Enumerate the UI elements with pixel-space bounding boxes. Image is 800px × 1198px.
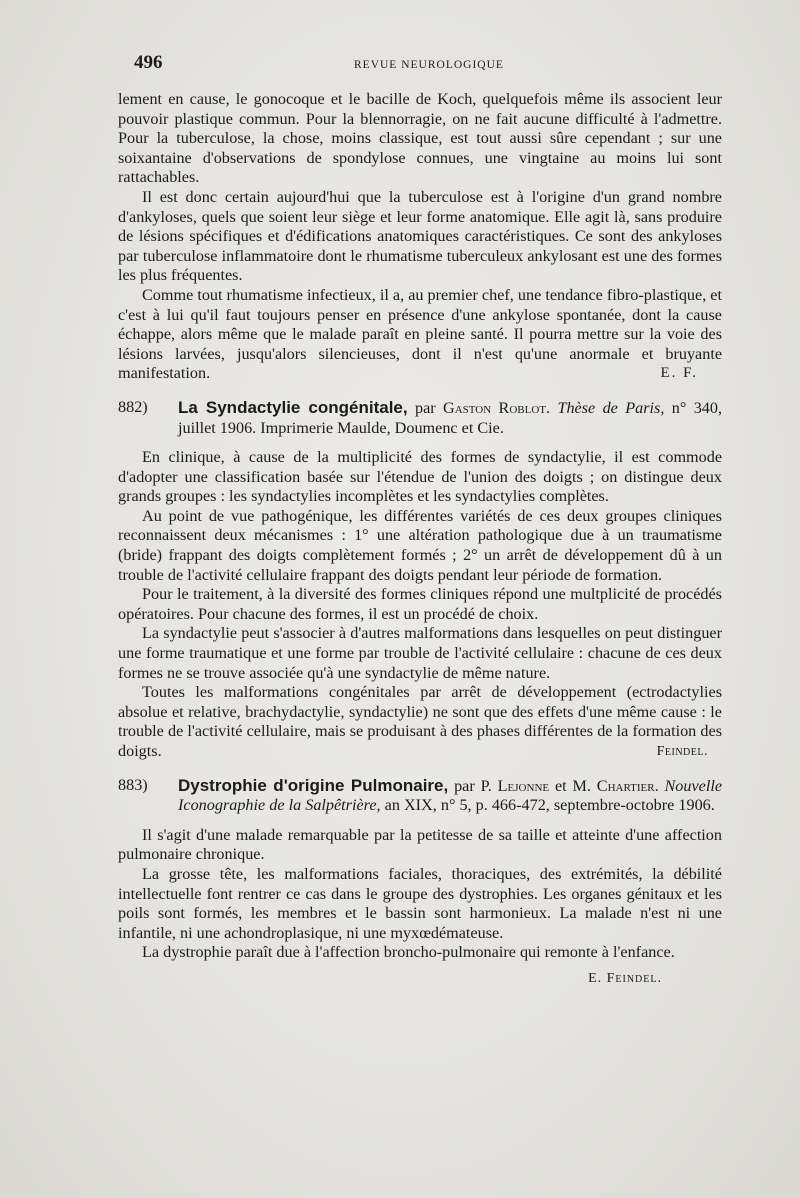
- article-882-source: n° 340, juillet 1906. Imprimerie Maulde, Doumenc et Cie.: [178, 398, 723, 437]
- intro-paragraph-2: Il est donc certain aujourd'hui que la tuberculose est à l'origine d'un grand nombre d'ankyloses, quels que soient leur siège et leur forme anatomique. Elle agit là, sans produire de lésions spécifiques et d'édifications anatomiques caractéristiques. Ce sont des ankyloses par tuberculose inflammatoire dont le rhumatisme tuberculeux ankylosant est une des formes les plus fréquentes.: [118, 187, 722, 285]
- article-883-paragraph-2: La grosse tête, les malformations faciales, thoraciques, des extrémités, la débilité intellectuelle font rentrer ce cas dans le groupe des dystrophies. Les organes génitaux et les poils sont formés, les membres et le bassin sont harmonieux. La malade n'est ni une infantile, ni une achondroplasique, ni une myxœdémateuse.: [118, 864, 722, 942]
- article-883-paragraph-3: La dystrophie paraît due à l'affection broncho-pulmonaire qui remonte à l'enfance.: [142, 943, 675, 962]
- article-882-paragraph-5-text: Toutes les malformations congénitales par arrêt de développement (ectrodactylies absolue et relative, brachydactylie, syndactylie) ne sont que des effets d'une même cause : le trouble de l'activité cellulaire, mais se produisant à des phases différentes de la formation des doigts.: [118, 683, 722, 760]
- article-883-author-1: Lejonne: [497, 776, 550, 795]
- article-883-number: 883): [118, 775, 148, 794]
- article-883-by: par P.: [454, 776, 492, 795]
- article-883-author-2: Chartier.: [596, 776, 659, 795]
- article-882-paragraph-2: Au point de vue pathogénique, les différentes variétés de ces deux groupes cliniques reconnaissent deux mécanismes : 1° une altération pathologique due à un traumatisme (bride) frappant des doigts complètement formés ; 2° un arrêt de développement dû à un trouble de l'activité cellulaire frappant des doigts pendant leur période de formation.: [118, 506, 722, 584]
- article-883-title: Dystrophie d'origine Pulmonaire,: [178, 775, 449, 795]
- text-column: [118, 90, 722, 989]
- intro-paragraph-3: [118, 286, 722, 384]
- article-882-source-italic: Thèse de Paris,: [557, 398, 665, 417]
- article-882-title: La Syndactylie congénitale,: [178, 397, 408, 417]
- article-882-by: par: [414, 398, 436, 417]
- intro-paragraph-3-text: Comme tout rhumatisme infectieux, il a, au premier chef, une tendance fibro-plastique, et c'est à lui qu'il faut toujours penser en présence d'une ankylose spontanée, dont la cause échappe, alors même que le malade paraît en pleine santé. Il pourra mettre sur la voie des lésions larvées, jusqu'alors silencieuses, dont il n'est qu'une anormale et bruyante manifestation.: [118, 285, 722, 383]
- article-883-and: et M.: [554, 776, 591, 795]
- article-882-number: 882): [118, 397, 148, 416]
- article-883-source: an XIX, n° 5, p. 466-472, septembre-octobre 1906.: [384, 796, 715, 815]
- article-882-paragraph-3: Pour le traitement, à la diversité des formes cliniques répond une multplicité de procédés opératoires. Pour chacune des formes, il est un procédé de choix.: [118, 585, 722, 623]
- page-number: 496: [134, 52, 163, 73]
- article-883-paragraph-1: Il s'agit d'une malade remarquable par la petitesse de sa taille et atteinte d'une affection pulmonaire chronique.: [118, 825, 722, 864]
- article-882-author: Gaston Roblot.: [443, 398, 551, 417]
- article-882-heading: [118, 398, 722, 438]
- page-header: [134, 52, 704, 82]
- article-883-heading: [118, 776, 722, 816]
- article-882-paragraph-1: En clinique, à cause de la multiplicité des formes de syndactylie, il est commode d'adopter une classification basée sur l'étendue de l'union des doigts ; on distingue deux grands groupes : les syndactylies incomplètes et les syndactylies complètes.: [118, 448, 722, 506]
- article-882-paragraph-4: La syndactylie peut s'associer à d'autres malformations dans lesquelles on peut distinguer une forme traumatique et une forme par trouble de l'activité cellulaire : chacune de ces deux formes ne se trouve associée qu'à une syndactylie de même nature.: [118, 624, 722, 682]
- article-883-source-italic: Nouvelle Iconographie de la Salpêtrière,: [178, 776, 723, 815]
- article-882-signature: Feindel.: [656, 744, 708, 759]
- article-882-paragraph-5: [118, 683, 722, 761]
- intro-paragraph-1: lement en cause, le gonocoque et le bacille de Koch, quelquefois même ils associent leur pouvoir plastique commun. Pour la blennorragie, on ne fait aucune difficulté à l'admettre. Pour la tuberculose, la chose, moins classique, est tout aussi sûre cependant ; sur une soixantaine d'observations de spondylose connues, une vingtaine au moins lui sont rattachables.: [118, 90, 722, 187]
- running-head: REVUE NEUROLOGIQUE: [354, 59, 504, 71]
- article-883-signature: E. Feindel.: [588, 970, 662, 986]
- intro-signature: E. F.: [660, 365, 698, 382]
